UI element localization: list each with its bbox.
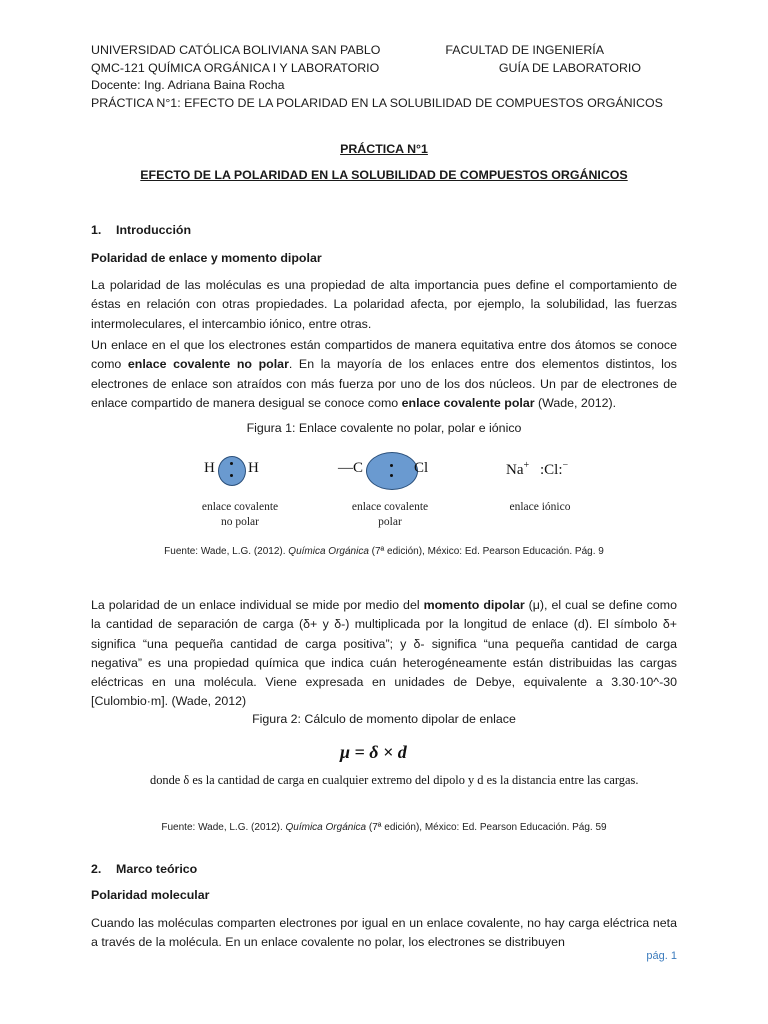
section-heading-marco-teorico	[91, 862, 197, 876]
page-number: pág. 1	[646, 950, 677, 962]
section-title: Marco teórico	[116, 862, 198, 876]
practice-title: EFECTO DE LA POLARIDAD EN LA SOLUBILIDAD DE COMPUESTOS ORGÁNICOS	[140, 168, 628, 182]
electron-cloud	[366, 452, 418, 490]
source-book: Química Orgánica	[285, 822, 367, 833]
bond-label-ionic: enlace iónico	[509, 501, 571, 513]
text-run: . En la mayoría de los enlaces entre dos elementos distintos, los electrones de enlace son atraídos con más fuerza por uno de los dos núcleos. Un par de electrones de enlace compartido de manera desigual se conoce como	[91, 357, 677, 410]
label-line: enlace covalente	[351, 501, 429, 513]
subsection-heading: Polaridad de enlace y momento dipolar	[91, 251, 322, 265]
paragraph	[91, 336, 677, 413]
university-name: UNIVERSIDAD CATÓLICA BOLIVIANA SAN PABLO	[91, 43, 381, 57]
atom-h: H	[248, 460, 259, 476]
bond-label-nonpolar	[185, 500, 295, 530]
figure-caption: Figura 2: Cálculo de momento dipolar de enlace	[252, 712, 516, 726]
dipole-formula: μ = δ × d	[340, 742, 407, 762]
electron-dot	[230, 462, 233, 465]
teacher-name: Docente: Ing. Adriana Baina Rocha	[91, 78, 285, 92]
subsection-heading: Polaridad molecular	[91, 888, 210, 902]
text-run: (μ), el cual se define como la cantidad de separación de carga (δ+ y δ-) multiplicada por la longitud de enlace (d). El símbolo δ+ significa “una pequeña cantidad de carga positiva”; y δ- significa “una pequeña cantidad de carga negativa” es una propiedad química que indica cuán heterogéneamente están distribuidas las cargas eléctricas en una molécula. Viene expresada en unidades de Debye, equivalente a 3.30·10^-30 [Culombio·m]. (Wade, 2012)	[91, 598, 677, 709]
source-book: Química Orgánica	[288, 546, 369, 557]
charge: +	[523, 460, 530, 471]
header-practice-title: PRÁCTICA N°1: EFECTO DE LA POLARIDAD EN LA SOLUBILIDAD DE COMPUESTOS ORGÁNICOS	[91, 95, 663, 110]
section-number: 2.	[91, 862, 102, 876]
atom-c: —C	[338, 460, 364, 476]
page-header	[91, 42, 663, 112]
section-title: Introducción	[116, 223, 192, 237]
ion-cl	[540, 460, 568, 479]
atom-symbol: :Cl:	[540, 462, 563, 478]
bold-term: enlace covalente polar	[401, 395, 535, 410]
section-number: 1.	[91, 223, 102, 237]
paragraph	[91, 596, 677, 712]
electron-dot	[390, 474, 393, 477]
bold-term: enlace covalente no polar	[127, 357, 289, 372]
atom-cl: Cl	[414, 460, 429, 476]
charge: −	[562, 460, 569, 471]
source-text: Fuente: Wade, L.G. (2012).	[164, 546, 289, 557]
paragraph: La polaridad de las moléculas es una propiedad de alta importancia pues define el comportamiento de éstas en relación con otras propiedades. La polaridad afecta, por ejemplo, la solubilidad, las fuerzas intermoleculares, el intercambio iónico, entre otras.	[91, 278, 677, 331]
atom-symbol: Na	[506, 462, 524, 478]
source-text: (7ª edición), México: Ed. Pearson Educación. Pág. 9	[368, 546, 604, 557]
text-run: (Wade, 2012).	[534, 395, 617, 410]
practice-number: PRÁCTICA N°1	[340, 142, 428, 156]
text-run: Un enlace en el que los electrones están compartidos de manera equitativa entre dos átomos se conoce como	[91, 338, 677, 372]
faculty-name: FACULTAD DE INGENIERÍA	[445, 43, 604, 57]
formula-description: donde δ es la cantidad de carga en cualquier extremo del dipolo y d es la distancia entre las cargas.	[150, 773, 639, 787]
atom-h: H	[204, 460, 215, 476]
bond-types-figure	[190, 448, 590, 538]
ion-na	[506, 460, 529, 479]
electron-cloud	[218, 456, 246, 486]
figure-source	[91, 822, 677, 833]
course-name: QMC-121 QUÍMICA ORGÁNICA I Y LABORATORIO	[91, 60, 380, 75]
paragraph: Cuando las moléculas comparten electrones por igual en un enlace covalente, no hay carga eléctrica neta a través de la molécula. En un enlace covalente no polar, los electrones se distribuyen	[91, 916, 677, 950]
label-line: enlace covalente	[201, 501, 279, 513]
source-text: (7ª edición), México: Ed. Pearson Educación. Pág. 59	[366, 822, 607, 833]
source-text: Fuente: Wade, L.G. (2012).	[161, 822, 286, 833]
label-line: no polar	[220, 516, 259, 528]
section-heading-introduction	[91, 223, 191, 237]
guide-label: GUÍA DE LABORATORIO	[498, 60, 641, 75]
electron-dot	[390, 464, 393, 467]
figure-caption: Figura 1: Enlace covalente no polar, polar e iónico	[246, 421, 522, 435]
electron-dot	[230, 474, 233, 477]
bold-term: momento dipolar	[423, 598, 525, 612]
figure-source	[91, 546, 677, 557]
text-run: La polaridad de un enlace individual se mide por medio del	[91, 598, 424, 612]
bond-label-polar	[335, 500, 445, 530]
label-line: polar	[378, 516, 402, 528]
